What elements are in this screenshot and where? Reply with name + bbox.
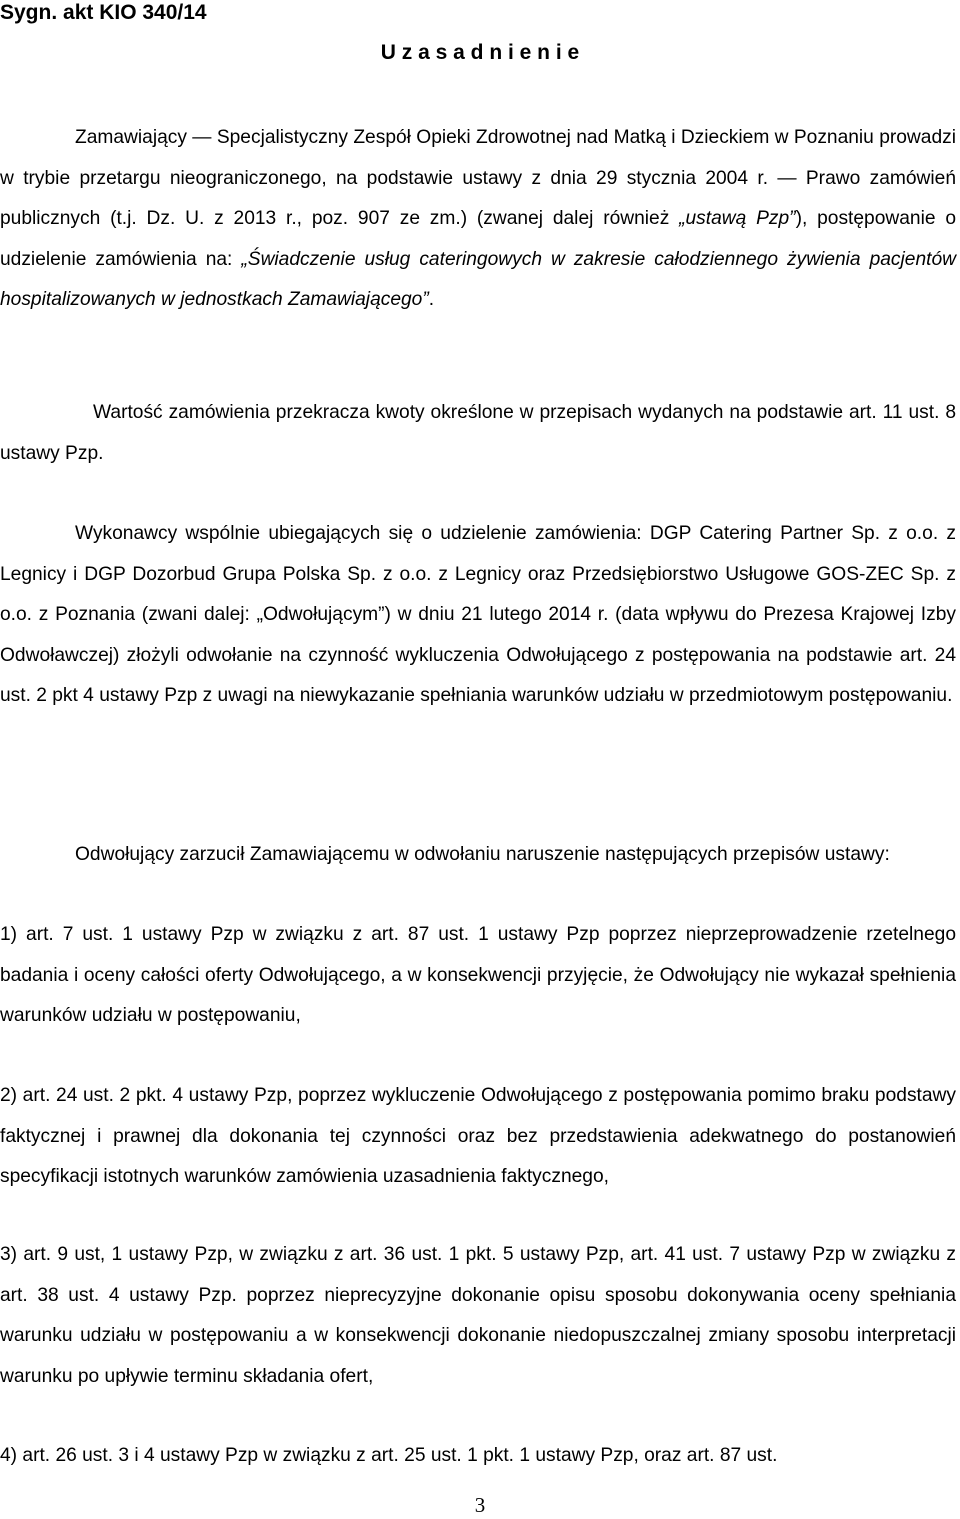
paragraph-appellants [0, 514, 956, 717]
intro-text-c: . [428, 289, 435, 311]
paragraph-intro [0, 118, 956, 321]
intro-text-b: ), postępowanie o udzielenie zamówienia na: [0, 208, 957, 270]
list-item: 3) art. 9 ust, 1 ustawy Pzp, w związku z art. 36 ust. 1 pkt. 5 ustawy Pzp, art. 41 ust. 7 ustawy Pzp w związku z art. 38 ust. 4 ustawy Pzp. poprzez nieprecyzyjne dokonanie opisu sposobu dokonywania oceny spełniania warunku udziału w postępowaniu a w konsekwencji dokonanie niedopuszczalnej zmiany sposobu interpretacji warunku po upływie terminu składania ofert, [0, 1244, 956, 1387]
paragraph-allegations [0, 835, 956, 876]
list-item: 4) art. 26 ust. 3 i 4 ustawy Pzp w związku z art. 25 ust. 1 pkt. 1 ustawy Pzp, oraz art. 87 ust. [0, 1445, 778, 1466]
intro-italic-definition: „ustawą Pzp” [679, 208, 796, 230]
intro-italic-subject: „Świadczenie usług cateringowych w zakresie całodziennego żywienia pacjentów hospitalizowanych w jednostkach Zamawiającego” [0, 248, 956, 311]
document-title: U z a s a d n i e n i e [380, 41, 580, 64]
list-item: 2) art. 24 ust. 2 pkt. 4 ustawy Pzp, poprzez wykluczenie Odwołującego z postępowania pomimo braku podstawy faktycznej i prawnej dla dokonania tej czynności oraz bez przedstawienia adekwatnego do postanowień specyfikacji istotnych warunków zamówienia uzasadnienia faktycznego, [0, 1085, 956, 1188]
appellants-text: Wykonawcy wspólnie ubiegających się o udzielenie zamówienia: DGP Catering Partner Sp. z o.o. z Legnicy i DGP Dozorbud Grupa Polska Sp. z o.o. z Legnicy oraz Przedsiębiorstwo Usługowe GOS-ZEC Sp. z o.o. z Poznania (zwani dalej: „Odwołującym”) w dniu 21 lutego 2014 r. (data wpływu do Prezesa Krajowej Izby Odwoławczej) złożyli odwołanie na czynność wykluczenia Odwołującego z postępowania na podstawie art. 24 ust. 2 pkt 4 ustawy Pzp z uwagi na niewykazanie spełniania warunków udziału w przedmiotowym postępowaniu. [0, 523, 956, 707]
list-item: 1) art. 7 ust. 1 ustawy Pzp w związku z art. 87 ust. 1 ustawy Pzp poprzez nieprzeprowadzenie rzetelnego badania i oceny całości oferty Odwołującego, a w konsekwencji przyjęcie, że Odwołujący nie wykazał spełnienia warunków udziału w postępowaniu, [0, 924, 956, 1027]
value-text: Wartość zamówienia przekracza kwoty określone w przepisach wydanych na podstawie art. 11 ust. 8 ustawy Pzp. [0, 402, 956, 464]
allegations-text: Odwołujący zarzucił Zamawiającemu w odwołaniu naruszenie następujących przepisów ustawy: [75, 844, 890, 865]
paragraph-value [0, 393, 956, 474]
case-signature: Sygn. akt KIO 340/14 [0, 1, 207, 24]
page-number: 3 [474, 1493, 486, 1517]
intro-text-a: Zamawiający — Specjalistyczny Zespół Opieki Zdrowotnej nad Matką i Dzieckiem w Poznaniu prowadzi w trybie przetargu nieograniczonego, na podstawie ustawy z dnia 29 stycznia 2004 r. — Prawo zamówień publicznych (t.j. Dz. U. z 2013 r., poz. 907 ze zm.) (zwanej dalej również [0, 127, 956, 230]
